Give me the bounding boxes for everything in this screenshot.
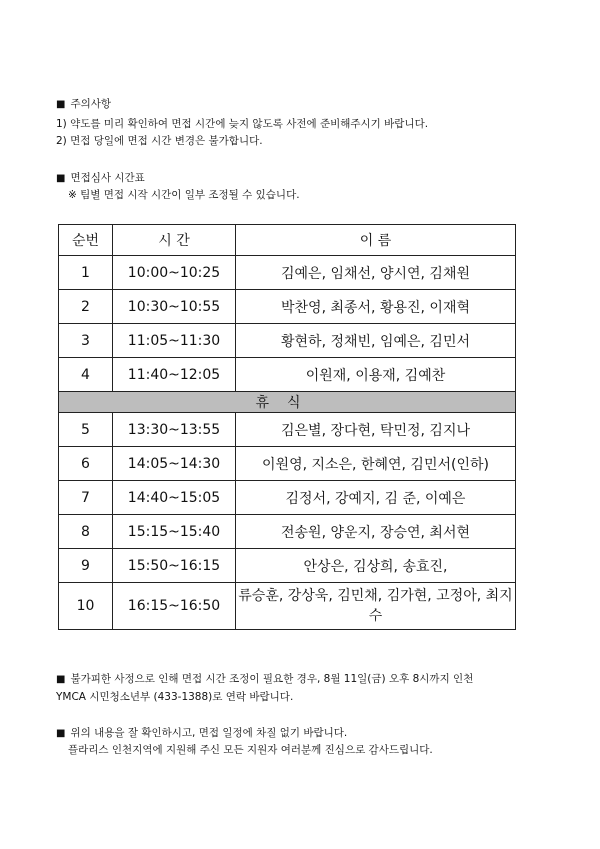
- notes-heading: ■ 주의사항: [56, 98, 112, 110]
- row-no: 7: [59, 481, 113, 515]
- notes-item-2: 2) 면접 당일에 면접 시간 변경은 불가합니다.: [56, 135, 263, 147]
- row-names: 박찬영, 최종서, 황용진, 이재혁: [236, 290, 516, 324]
- row-time: 15:50~16:15: [113, 549, 236, 583]
- table-row: [59, 358, 516, 392]
- schedule-heading: ■ 면접심사 시간표: [56, 172, 145, 184]
- square-bullet-icon: ■: [56, 674, 66, 685]
- column-header-time: 시 간: [113, 225, 236, 256]
- notes-item-1: 1) 약도를 미리 확인하여 면접 시간에 늦지 않도록 사전에 준비해주시기 바랍니다.: [56, 118, 429, 130]
- closing-line-2: 플라리스 인천지역에 지원해 주신 모든 지원자 여러분께 진심으로 감사드립니다.: [68, 744, 433, 756]
- row-names: 황현하, 정채빈, 임예은, 김민서: [236, 324, 516, 358]
- row-time: 14:05~14:30: [113, 447, 236, 481]
- table-row: [59, 447, 516, 481]
- break-row: [59, 392, 516, 413]
- table-row: [59, 324, 516, 358]
- column-header-no: 순번: [59, 225, 113, 256]
- column-header-names: 이 름: [236, 225, 516, 256]
- row-time: 15:15~15:40: [113, 515, 236, 549]
- row-no: 4: [59, 358, 113, 392]
- row-names: 안상은, 김상희, 송효진,: [236, 549, 516, 583]
- contact-line-2: YMCA 시민청소년부 (433-1388)로 연락 바랍니다.: [56, 691, 294, 703]
- row-time: 10:30~10:55: [113, 290, 236, 324]
- row-names: 김정서, 강예지, 김 준, 이예은: [236, 481, 516, 515]
- schedule-note: ※ 팀별 면접 시작 시간이 일부 조정될 수 있습니다.: [68, 189, 300, 201]
- table-row: [59, 583, 516, 630]
- row-no: 2: [59, 290, 113, 324]
- table-row: [59, 413, 516, 447]
- row-time: 11:05~11:30: [113, 324, 236, 358]
- row-time: 11:40~12:05: [113, 358, 236, 392]
- row-names: 이원영, 지소은, 한혜연, 김민서(인하): [236, 447, 516, 481]
- table-row: [59, 515, 516, 549]
- square-bullet-icon: ■: [56, 728, 66, 739]
- table-row: [59, 549, 516, 583]
- row-no: 5: [59, 413, 113, 447]
- closing-line-1: ■ 위의 내용을 잘 확인하시고, 면접 일정에 차질 없기 바랍니다.: [56, 727, 348, 739]
- row-no: 6: [59, 447, 113, 481]
- row-time: 14:40~15:05: [113, 481, 236, 515]
- row-names: 김은별, 장다현, 탁민정, 김지나: [236, 413, 516, 447]
- row-no: 1: [59, 256, 113, 290]
- row-names: 전송원, 양운지, 장승연, 최서현: [236, 515, 516, 549]
- row-time: 10:00~10:25: [113, 256, 236, 290]
- table-row: [59, 481, 516, 515]
- row-no: 8: [59, 515, 113, 549]
- schedule-table: [58, 224, 516, 630]
- table-row: [59, 256, 516, 290]
- square-bullet-icon: ■: [56, 173, 66, 184]
- break-label: 휴식: [59, 392, 516, 413]
- table-header-row: [59, 225, 516, 256]
- table-row: [59, 290, 516, 324]
- row-no: 3: [59, 324, 113, 358]
- contact-line-1: ■ 불가피한 사정으로 인해 면접 시간 조정이 필요한 경우, 8월 11일(금) 오후 8시까지 인천: [56, 673, 474, 685]
- row-time: 16:15~16:50: [113, 583, 236, 630]
- row-names: 김예은, 임채선, 양시연, 김채원: [236, 256, 516, 290]
- row-no: 10: [59, 583, 113, 630]
- square-bullet-icon: ■: [56, 99, 66, 110]
- row-time: 13:30~13:55: [113, 413, 236, 447]
- row-no: 9: [59, 549, 113, 583]
- row-names: 이원재, 이용재, 김예찬: [236, 358, 516, 392]
- row-names: 류승훈, 강상욱, 김민채, 김가현, 고정아, 최지수: [236, 583, 516, 630]
